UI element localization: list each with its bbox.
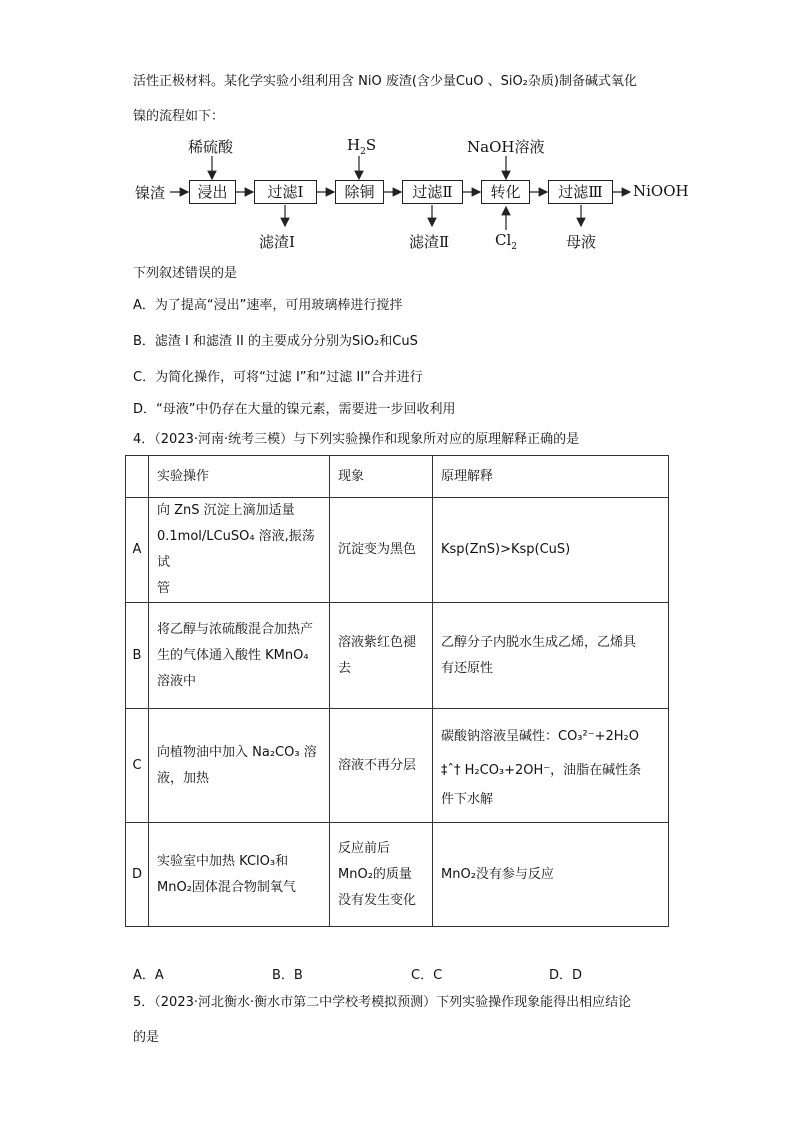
table-row: B 将乙醇与浓硫酸混合加热产 生的气体通入酸性 KMnO₄ 溶液中 溶液紫红色褪 去 乙醇分子内脱水生成乙烯，乙烯具 有还原性 xyxy=(126,603,669,709)
table-row: C 向植物油中加入 Na₂CO₃ 溶 液，加热 溶液不再分层 碳酸钠溶液呈碱性：CO₃²⁻+2H₂O ‡ˆ† H₂CO₃+2OH⁻，油脂在碱性条 件下水解 xyxy=(126,709,669,823)
q4-table xyxy=(125,455,669,927)
residue-1: 滤渣Ⅰ xyxy=(259,233,295,251)
q3-option-d: D．“母液”中仍存在大量的镍元素，需要进一步回收利用 xyxy=(133,402,456,417)
header-explanation: 原理解释 xyxy=(433,456,669,498)
table-header-row xyxy=(126,456,669,498)
header-phenomenon: 现象 xyxy=(330,456,433,498)
mother-liquor: 母液 xyxy=(566,233,597,251)
reagent-naoh: NaOH溶液 xyxy=(467,138,545,156)
flow-end: NiOOH xyxy=(633,182,689,200)
q5-line-1: 5．（2023·河北衡水·衡水市第二中学校考模拟预测）下列实验操作现象能得出相应结论 xyxy=(133,995,632,1010)
step-filter-1: 过滤Ⅰ xyxy=(254,180,317,204)
residue-2: 滤渣Ⅱ xyxy=(409,233,450,251)
header-operation: 实验操作 xyxy=(149,456,330,498)
table-row: D 实验室中加热 KClO₃和 MnO₂固体混合物制氧气 反应前后 MnO₂的质量 没有发生变化 MnO₂没有参与反应 xyxy=(126,823,669,927)
q5-line-2: 的是 xyxy=(133,1030,160,1045)
intro-line-2: 镍的流程如下： xyxy=(133,109,225,124)
step-copper-removal: 除铜 xyxy=(335,180,384,204)
reagent-cl2: $Cl_2$ xyxy=(495,231,518,252)
answer-b: B．B xyxy=(272,968,303,983)
table-row: A 向 ZnS 沉淀上滴加适量 0.1mol/LCuSO₄ 溶液,振荡试 管 沉淀变为黑色 Ksp(ZnS)>Ksp(CuS) xyxy=(126,498,669,603)
q3-option-a: A．为了提高“浸出”速率，可用玻璃棒进行搅拌 xyxy=(133,298,403,313)
flow-start: 镍渣 xyxy=(135,184,166,202)
process-flow-diagram xyxy=(0,130,794,260)
reagent-sulfuric-acid: 稀硫酸 xyxy=(188,138,234,156)
q3-option-c: C．为简化操作，可将“过滤 I”和“过滤 II”合并进行 xyxy=(133,370,423,385)
step-filter-3: 过滤Ⅲ xyxy=(548,180,613,204)
q4-stem: 4．（2023·河南·统考三模）与下列实验操作和现象所对应的原理解释正确的是 xyxy=(133,432,580,447)
reagent-h2s: $H_2S$ xyxy=(347,136,377,157)
intro-line-1: 活性正极材料。某化学实验小组利用含 NiO 废渣(含少量CuO 、SiO₂杂质)制备碱式氧化 xyxy=(133,74,637,89)
q3-stem: 下列叙述错误的是 xyxy=(133,266,238,281)
answer-c: C．C xyxy=(411,968,443,983)
step-leach: 浸出 xyxy=(189,180,236,204)
answer-d: D．D xyxy=(549,968,583,983)
q3-option-b: B．滤渣 I 和滤渣 II 的主要成分分别为SiO₂和CuS xyxy=(133,334,418,349)
answer-a: A．A xyxy=(133,968,164,983)
step-filter-2: 过滤Ⅱ xyxy=(402,180,463,204)
step-conversion: 转化 xyxy=(481,180,530,204)
